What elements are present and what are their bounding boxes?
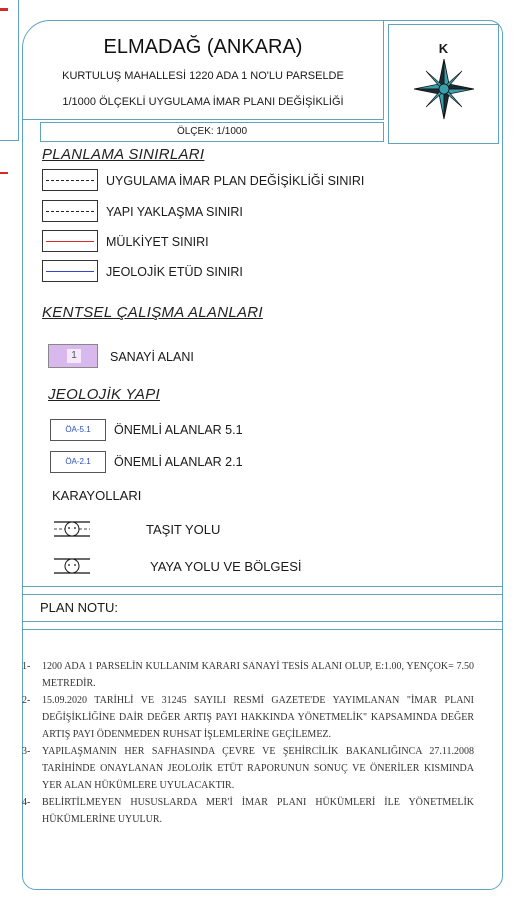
legend-geology-label: JEOLOJİK ETÜD SINIRI [106, 265, 243, 279]
north-letter: K [438, 41, 449, 56]
legend-plan-change-symbol [42, 169, 98, 191]
geology-label-5-1: ÖNEMLİ ALANLAR 5.1 [114, 423, 243, 437]
planning-limits-title: PLANLAMA SINIRLARI [42, 146, 205, 163]
pedestrian-road-label: YAYA YOLU VE BÖLGESİ [150, 559, 302, 574]
divider [22, 594, 503, 595]
plan-note-item: 4- BELİRTİLMEYEN HUSUSLARDA MER'İ İMAR PLANI HÜKÜMLERİ İLE YÖNETMELİK HÜKÜMLERİNE UYULUR. [22, 797, 474, 825]
plan-note-item: 3- YAPILAŞMANIN HER SAFHASINDA ÇEVRE VE ŞEHİRCİLİK BAKANLIĞINCA 27.11.2008 TARİHİNDE ONAYLANAN JEOLOJİK ETÜT RAPORUNUN SONUÇ VE ÖNERİLER KISMINDA YER ALAN HÜKÜMLERE UYULACAKTIR. [22, 746, 474, 791]
geology-label-2-1: ÖNEMLİ ALANLAR 2.1 [114, 455, 243, 469]
vehicle-road-icon [52, 518, 92, 540]
geology-title: JEOLOJİK YAPI [48, 386, 161, 403]
plan-city-title: ELMADAĞ (ANKARA) [103, 36, 303, 58]
scale-label: ÖLÇEK: 1/1000 [176, 126, 248, 137]
legend-property-symbol [42, 230, 98, 252]
industrial-area-swatch [48, 344, 98, 368]
plan-note-item: 2- 15.09.2020 TARİHLİ VE 31245 SAYILI RESMİ GAZETE'DE YAYIMLANAN "İMAR PLANI DEĞİŞİKLİĞİNE DAİR DEĞER ARTIŞ PAYI HAKKINDA YÖNETMELİK" KAPSAMINDA DEĞER ARTIŞ PAYI ÖDENMEDEN RUHSAT İŞLEMLERİNE GEÇİLEMEZ. [22, 695, 474, 740]
map-fragment-mark [0, 8, 8, 11]
legend-geology-symbol [42, 260, 98, 282]
plan-note-item: 1- 1200 ADA 1 PARSELİN KULLANIM KARARI SANAYİ TESİS ALANI OLUP, E:1.00, YENÇOK= 7.50 METREDİR. [22, 661, 474, 689]
plan-subtitle-2: 1/1000 ÖLÇEKLİ UYGULAMA İMAR PLANI DEĞİŞİKLİĞİ [62, 96, 344, 108]
industrial-area-code: 1 [67, 349, 81, 363]
plan-subtitle-1: KURTULUŞ MAHALLESİ 1220 ADA 1 NO'LU PARSELDE [62, 70, 344, 82]
legend-plan-change-label: UYGULAMA İMAR PLAN DEĞİŞİKLİĞİ SINIRI [106, 174, 365, 188]
geology-code-5-1: ÖA-5.1 [50, 419, 106, 441]
legend-property-label: MÜLKİYET SINIRI [106, 235, 209, 249]
divider [22, 586, 503, 587]
urban-areas-title: KENTSEL ÇALIŞMA ALANLARI [42, 304, 263, 321]
compass-rose-icon [411, 56, 477, 122]
divider [22, 629, 503, 630]
plan-notes-list [22, 658, 474, 828]
geology-code-2-1: ÖA-2.1 [50, 451, 106, 473]
roads-title: KARAYOLLARI [52, 488, 142, 503]
pedestrian-road-icon [52, 556, 92, 576]
map-fragment-mark [0, 172, 8, 174]
industrial-area-label: SANAYİ ALANI [110, 350, 194, 364]
map-fragment-left [0, 0, 19, 141]
divider [22, 621, 503, 622]
vehicle-road-label: TAŞIT YOLU [146, 522, 221, 537]
plan-note-title: PLAN NOTU: [40, 600, 119, 615]
legend-setback-label: YAPI YAKLAŞMA SINIRI [106, 205, 243, 219]
legend-setback-symbol [42, 200, 98, 222]
